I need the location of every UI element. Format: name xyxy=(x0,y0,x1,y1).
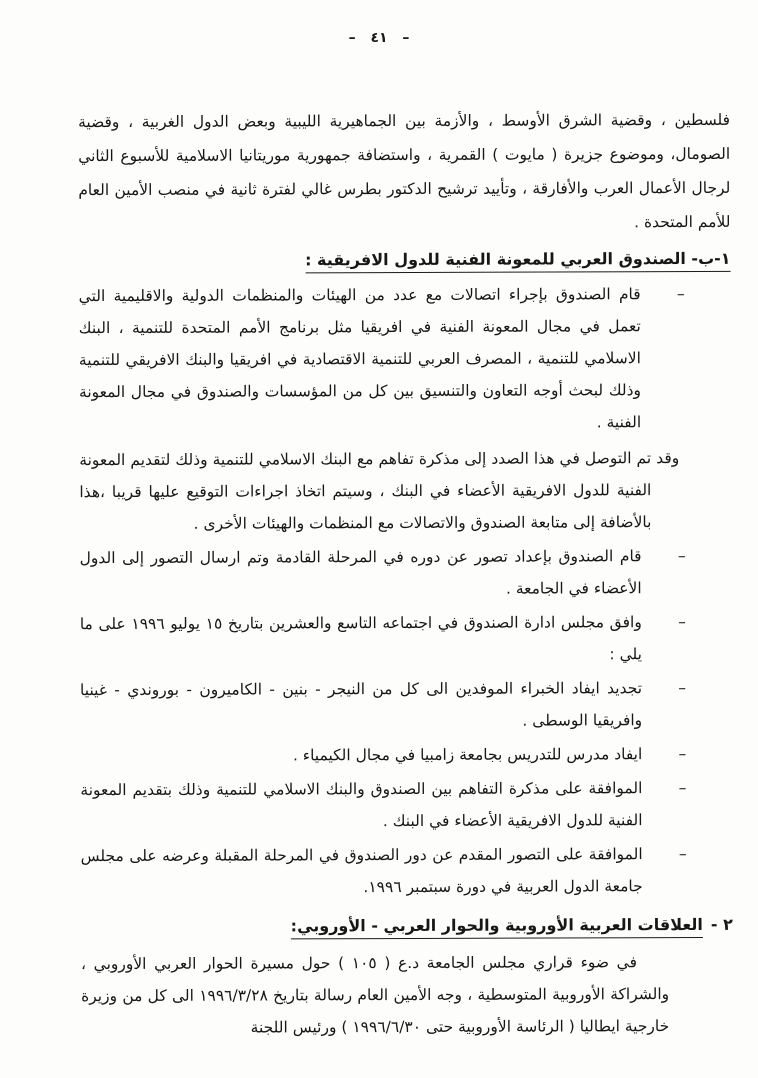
list-item xyxy=(80,672,732,738)
section-1-number: ١-ب- xyxy=(691,248,731,268)
section-2-title: العلاقات العربية الأوروبية والحوار العربي - الأوروبي: xyxy=(291,915,703,939)
section-1-heading xyxy=(78,244,730,276)
document-body xyxy=(78,103,733,1044)
section-2-number: ٢ - xyxy=(710,914,733,934)
intro-paragraph: فلسطين ، وقضية الشرق الأوسط ، والأزمة بين الجماهيرية الليبية وبعض الدول الغربية ، وقضية الصومال، وموضوع جزيرة ( مايوت ) القمرية ، واستضافة جمهورية موريتانيا الاسلامية للأسبوع الثاني لرجال الأعمال العرب والأفارقة ، وتأييد ترشيح الدكتور بطرس غالي لفترة ثانية في منصب الأمين العام للأمم المتحدة . xyxy=(78,110,731,232)
list-item-text: قام الصندوق بإعداد تصور عن دوره في المرحلة القادمة وتم ارسال التصور إلى الدول الأعضاء في الجامعة . xyxy=(79,547,642,598)
section-2-paragraph: في ضوء قراري مجلس الجامعة د.ع ( ١٠٥ ) حول مسيرة الحوار العربي الأوروبي ، والشراكة الأوروبية المتوسطية ، وجه الأمين العام رسالة بتاريخ ١٩٩٦/٣/٢٨ الى كل من وزيرة خارجية ايطاليا ( الرئاسة الأوروبية حتى ١٩٩٦/٦/٣٠ ) ورئيس اللجنة xyxy=(80,953,670,1037)
list-item xyxy=(80,772,732,838)
bullet-dash-icon: – xyxy=(678,845,687,864)
bullet-dash-icon: – xyxy=(678,779,687,798)
bullet-dash-icon: – xyxy=(676,285,685,304)
list-item-text: قام الصندوق بإجراء اتصالات مع عدد من الهيئات والمنظمات الدولية والاقليمية التي تعمل في مجال المعونة الفنية في افريقيا مثل برنامج الأمم المتحدة للتنمية ، البنك الاسلامي للتنمية ، المصرف العربي للتنمية الاقتصادية في افريقيا والبنك الافريقي للتنمية وذلك لبحث أوجه التعاون والتنسيق بين كل من المؤسسات والصندوق في مجال المعونة الفنية . xyxy=(78,285,642,432)
list-item-text: تجديد ايفاد الخبراء الموفدين الى كل من النيجر - بنين - الكاميرون - بوروندي - غينيا وافريقيا الوسطى . xyxy=(80,679,643,730)
sub-paragraph: وقد تم التوصل في هذا الصدد إلى مذكرة تفاهم مع البنك الاسلامي للتنمية وذلك لتقديم المعونة الفنية للدول الافريقية الأعضاء في البنك ، وسيتم اتخاذ اجراءات التوقيع عليها قريبا ،هذا بالأضافة إلى متابعة الصندوق والاتصالات مع المنظمات والهيئات الأخرى . xyxy=(79,449,680,533)
bullet-dash-icon: – xyxy=(677,547,686,566)
list-item-text: وافق مجلس ادارة الصندوق في اجتماعه التاسع والعشرين بتاريخ ١٥ يوليو ١٩٩٦ على ما يلي : xyxy=(79,613,642,664)
list-item xyxy=(79,278,732,440)
list-item xyxy=(80,540,732,606)
bullet-dash-icon: – xyxy=(678,745,687,764)
list-item-text: الموافقة على التصور المقدم عن دور الصندوق في المرحلة المقبلة وعرضه على مجلس جامعة الدول العربية في دورة سبتمبر ١٩٩٦. xyxy=(80,845,643,897)
list-item-text: ايفاد مدرس للتدريس بجامعة زامبيا في مجال الكيمياء . xyxy=(292,745,643,765)
list-item xyxy=(80,738,732,772)
bullet-dash-icon: – xyxy=(678,679,687,698)
section-1-title: الصندوق العربي للمعونة الفنية للدول الافريقية : xyxy=(305,249,686,270)
page-number: – ٤١ – xyxy=(348,30,410,46)
section-2-heading xyxy=(81,910,733,942)
list-item xyxy=(80,606,732,672)
list-item xyxy=(81,838,733,904)
bullet-dash-icon: – xyxy=(678,613,686,632)
section-1-heading-underlined xyxy=(305,249,731,273)
list-item-text: الموافقة على مذكرة التفاهم بين الصندوق والبنك الاسلامي للتنمية وذلك بتقديم المعونة الفنية للدول الافريقية الأعضاء في البنك . xyxy=(80,779,643,831)
